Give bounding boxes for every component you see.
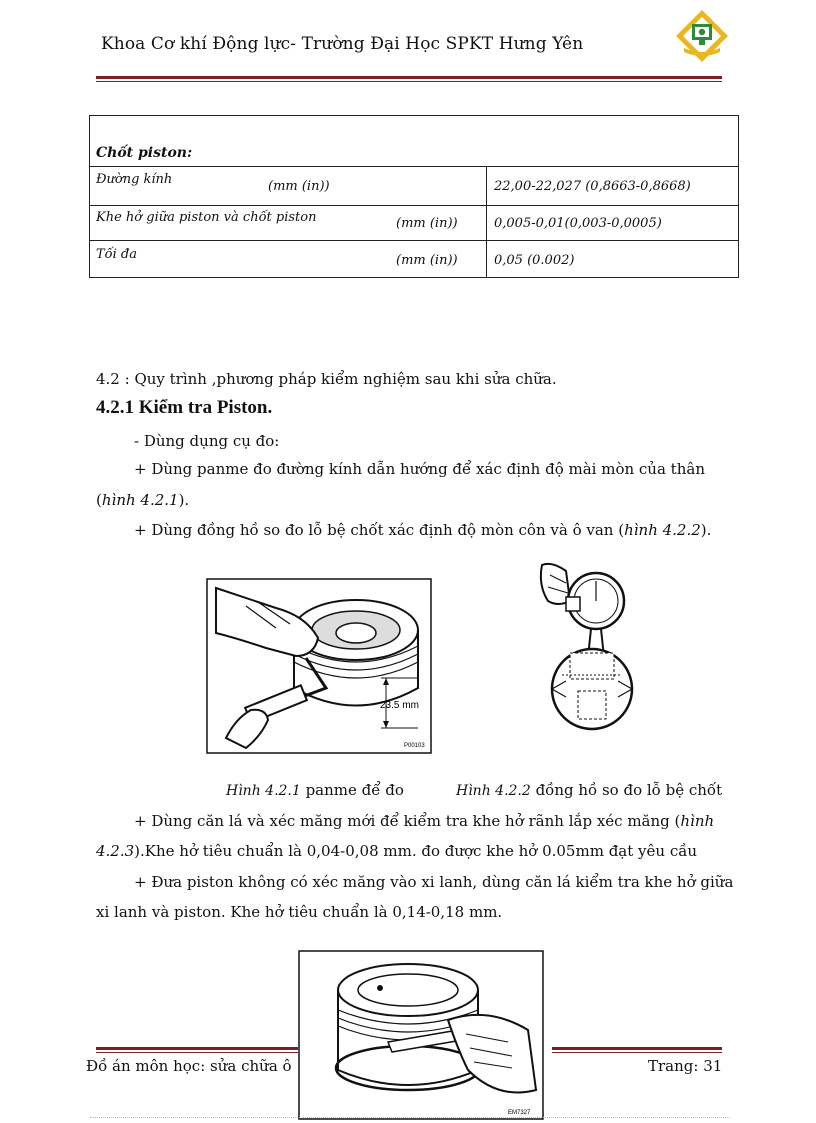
paragraph-text: (	[96, 491, 102, 509]
figure-caption	[456, 781, 722, 799]
table-row-value: 22,00-22,027 (0,8663-0,8668)	[494, 179, 691, 194]
header-rule-thick	[96, 76, 722, 79]
table-divider	[89, 240, 739, 241]
figure-caption	[226, 781, 404, 799]
paragraph-text: ).Khe hở tiêu chuẩn là 0,04-0,08 mm. đo được khe hở 0.05mm đạt yêu cầu	[134, 842, 698, 860]
paragraph-text: ).	[700, 521, 712, 539]
table-row-label: Đường kính	[96, 172, 173, 187]
figure-code: EM7327	[508, 1110, 531, 1116]
table-row-value: 0,005-0,01(0,003-0,0005)	[494, 216, 662, 231]
header-rule-thin	[96, 81, 722, 82]
figure-reference: hình 4.2.2	[624, 521, 701, 539]
footer-rule-right-thick	[552, 1047, 722, 1050]
figure-reference: hình 4.2.1	[101, 491, 179, 509]
figure-dial-gauge	[536, 561, 636, 739]
school-logo	[674, 8, 730, 64]
table-section-title: Chốt piston:	[96, 145, 193, 161]
table-column-divider	[486, 166, 487, 277]
paragraph-text: ).	[178, 491, 190, 509]
paragraph: - Dùng dụng cụ đo:	[134, 432, 280, 450]
table-row-value: 0,05 (0.002)	[494, 253, 575, 268]
table-row-unit: (mm (in))	[268, 179, 330, 194]
header-title: Khoa Cơ khí Động lực- Trường Đại Học SPKT Hưng Yên	[101, 34, 584, 54]
section-line: 4.2 : Quy trình ,phương pháp kiểm nghiệm sau khi sửa chữa.	[96, 370, 557, 388]
footer-rule-right-thin	[552, 1052, 722, 1053]
dimension-label: 23.5 mm	[380, 700, 419, 711]
section-heading: 4.2.1 Kiểm tra Piston.	[96, 397, 273, 418]
paragraph-text: + Dùng căn lá và xéc măng mới để kiểm tra khe hở rãnh lắp xéc măng (	[134, 812, 681, 830]
paragraph	[134, 521, 711, 539]
footer-rule-left-thick	[96, 1047, 298, 1050]
footer-course: Đồ án môn học: sửa chữa ô	[86, 1057, 292, 1075]
figure-reference: 4.2.3	[96, 842, 135, 860]
paragraph	[96, 842, 697, 860]
table-row-label: Khe hở giữa piston và chốt piston	[96, 210, 317, 225]
figure-reference: hình	[680, 812, 715, 830]
caption-text: panme để đo	[300, 781, 404, 799]
table-row-unit: (mm (in))	[396, 216, 458, 231]
paragraph-text: + Dùng đồng hồ so đo lỗ bệ chốt xác định độ mòn côn và ô van (	[134, 521, 625, 539]
table-row-unit: (mm (in))	[396, 253, 458, 268]
caption-text: đồng hồ so đo lỗ bệ chốt	[530, 781, 723, 799]
figure-feeler-gauge	[298, 950, 544, 1120]
table-divider	[89, 205, 739, 206]
paragraph: + Đưa piston không có xéc măng vào xi lanh, dùng căn lá kiểm tra khe hở giữa	[134, 873, 734, 891]
caption-label: Hình 4.2.1	[226, 783, 301, 799]
table-divider	[89, 166, 739, 167]
caption-label: Hình 4.2.2	[456, 783, 531, 799]
paragraph: xi lanh và piston. Khe hở tiêu chuẩn là 0,14-0,18 mm.	[96, 903, 503, 921]
footer-dotted-line	[90, 1117, 730, 1118]
paragraph	[96, 491, 189, 509]
table-row-label: Tối đa	[96, 247, 137, 262]
paragraph: + Dùng panme đo đường kính dẫn hướng để xác định độ mài mòn của thân	[134, 460, 705, 478]
footer-page-number: Trang: 31	[648, 1057, 723, 1075]
paragraph	[134, 812, 714, 830]
footer-rule-left-thin	[96, 1052, 298, 1053]
figure-code: P00103	[404, 743, 425, 749]
figure-micrometer	[206, 578, 432, 754]
